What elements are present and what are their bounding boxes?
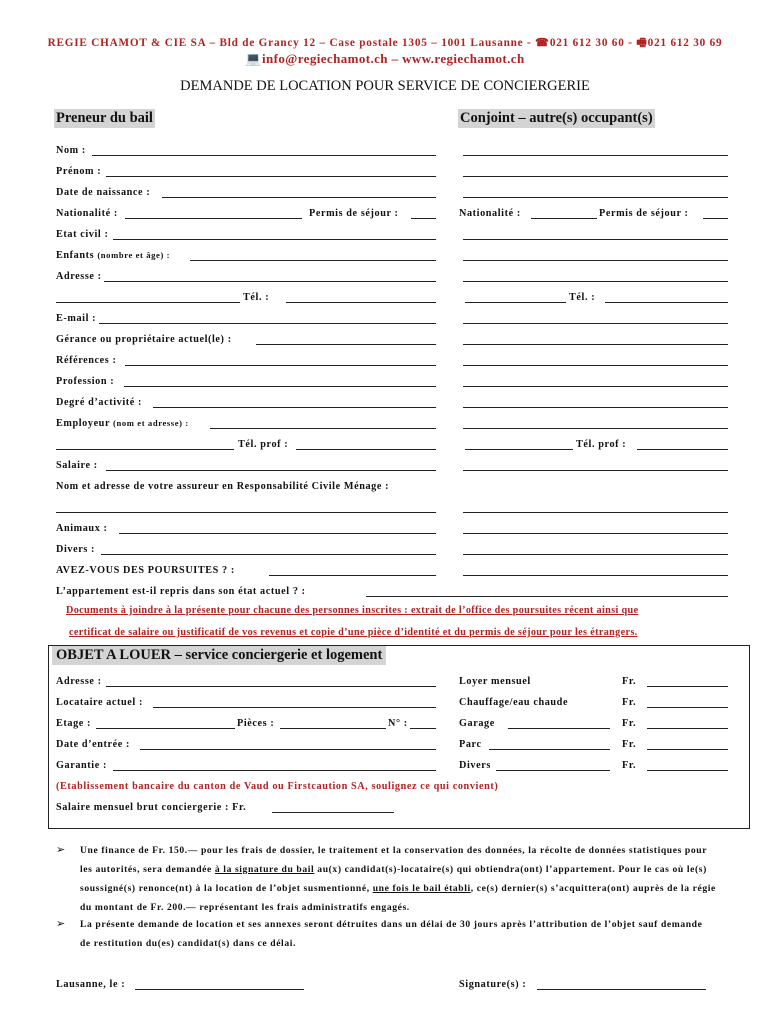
label-date-entree: Date d’entrée : [56, 739, 131, 750]
label-loyer-mensuel: Loyer mensuel [459, 676, 531, 687]
note-1-line-a: Une finance de Fr. 150.— pour les frais de dossier, le traitement et la conservation des données, la récolte de données statistiques pour [80, 845, 708, 856]
form-title: DEMANDE DE LOCATION POUR SERVICE DE CONCIERGERIE [180, 78, 590, 94]
label-nationalite: Nationalité : [56, 208, 118, 219]
label-divers-objet: Divers [459, 760, 491, 771]
field-parc[interactable] [489, 749, 610, 750]
label-salaire: Salaire : [56, 460, 98, 471]
label-permis-conjoint: Permis de séjour : [599, 208, 689, 219]
field-assureur[interactable] [56, 512, 436, 513]
field-animaux[interactable] [119, 533, 436, 534]
field-tel-prof-conjoint[interactable] [637, 449, 728, 450]
field-chauffage[interactable] [647, 707, 728, 708]
label-etage: Etage : [56, 718, 92, 729]
field-references[interactable] [125, 365, 436, 366]
field-email-conjoint[interactable] [463, 323, 728, 324]
field-fr-parc[interactable] [647, 749, 728, 750]
field-gerance[interactable] [256, 344, 436, 345]
label-fr-divers: Fr. [622, 760, 637, 771]
label-fr-garage: Fr. [622, 718, 637, 729]
field-degre-activite-conjoint[interactable] [463, 407, 728, 408]
field-adresse-2[interactable] [56, 302, 240, 303]
label-prenom: Prénom : [56, 166, 102, 177]
field-profession-conjoint[interactable] [463, 386, 728, 387]
field-salaire-brut[interactable] [272, 812, 394, 813]
label-salaire-brut: Salaire mensuel brut conciergerie : Fr. [56, 802, 247, 813]
label-poursuites: AVEZ-VOUS DES POURSUITES ? : [56, 565, 235, 576]
field-objet-adresse[interactable] [106, 686, 436, 687]
field-nationalite-conjoint[interactable] [531, 218, 597, 219]
company-contact-line: 💻info@regiechamot.ch – www.regiechamot.ch [245, 51, 525, 66]
bank-note: (Etablissement bancaire du canton de Vaud ou Firstcaution SA, soulignez ce qui convient) [56, 781, 499, 792]
label-email: E-mail : [56, 313, 97, 324]
documents-warning-line1: Documents à joindre à la présente pour chacune des personnes inscrites : extrait de l’office des poursuites récent ainsi que [66, 605, 639, 616]
field-date-naissance-conjoint[interactable] [463, 197, 728, 198]
field-divers-objet[interactable] [496, 770, 610, 771]
field-etat-civil[interactable] [113, 239, 436, 240]
bullet-arrow-icon: ➢ [56, 843, 66, 856]
note-1-line-d: du montant de Fr. 200.— représentant les frais administratifs engagés. [80, 902, 410, 913]
field-email[interactable] [99, 323, 436, 324]
field-poursuites[interactable] [269, 575, 436, 576]
label-date-naissance: Date de naissance : [56, 187, 151, 198]
field-nom[interactable] [92, 155, 436, 156]
label-fr-parc: Fr. [622, 739, 637, 750]
label-pieces: Pièces : [237, 718, 275, 729]
label-tel-conjoint: Tél. : [569, 292, 596, 303]
label-lieu-date: Lausanne, le : [56, 979, 126, 990]
label-fr-loyer: Fr. [622, 676, 637, 687]
label-employeur: Employeur (nom et adresse) : [56, 418, 189, 429]
label-degre-activite: Degré d’activité : [56, 397, 143, 408]
field-date-naissance[interactable] [162, 197, 436, 198]
field-degre-activite[interactable] [153, 407, 436, 408]
field-adresse[interactable] [104, 281, 436, 282]
field-numero[interactable] [410, 728, 436, 729]
label-adresse: Adresse : [56, 271, 102, 282]
label-nom: Nom : [56, 145, 86, 156]
field-gerance-conjoint[interactable] [463, 344, 728, 345]
label-references: Références : [56, 355, 117, 366]
label-divers: Divers : [56, 544, 96, 555]
field-etage[interactable] [96, 728, 235, 729]
field-fr-divers[interactable] [647, 770, 728, 771]
field-signature[interactable] [537, 989, 706, 990]
field-prenom[interactable] [106, 176, 436, 177]
field-lieu-date[interactable] [135, 989, 304, 990]
field-references-conjoint[interactable] [463, 365, 728, 366]
label-tel-prof-conjoint: Tél. prof : [576, 439, 627, 450]
field-employeur[interactable] [210, 428, 436, 429]
field-permis[interactable] [411, 218, 436, 219]
label-appartement-etat: L’appartement est-il repris dans son état actuel ? : [56, 586, 306, 597]
label-nationalite-conjoint: Nationalité : [459, 208, 521, 219]
field-garage[interactable] [508, 728, 610, 729]
label-permis: Permis de séjour : [309, 208, 399, 219]
label-garantie: Garantie : [56, 760, 107, 771]
label-enfants: Enfants (nombre et âge) : [56, 250, 171, 261]
field-divers[interactable] [101, 554, 436, 555]
label-fr-chauffage: Fr. [622, 697, 637, 708]
note-1-line-c: soussigné(s) renonce(nt) à la location de l’objet susmentionné, une fois le bail établi, ce(s) dernier(s) s’acquittera(ont) auprès de la régie [80, 883, 716, 894]
label-chauffage: Chauffage/eau chaude [459, 697, 569, 708]
field-enfants[interactable] [190, 260, 436, 261]
field-appartement-etat[interactable] [366, 596, 728, 597]
section-conjoint: Conjoint – autre(s) occupant(s) [460, 110, 653, 126]
label-tel: Tél. : [243, 292, 270, 303]
label-gerance: Gérance ou propriétaire actuel(le) : [56, 334, 232, 345]
documents-warning-line2: certificat de salaire ou justificatif de vos revenus et copie d’une pièce d’identité et du permis de séjour pour les étrangers. [69, 627, 638, 638]
field-fr-garage[interactable] [647, 728, 728, 729]
label-profession: Profession : [56, 376, 115, 387]
field-nationalite[interactable] [125, 218, 302, 219]
label-etat-civil: Etat civil : [56, 229, 109, 240]
bullet-arrow-icon: ➢ [56, 917, 66, 930]
field-tel[interactable] [286, 302, 436, 303]
note-1-line-b: les autorités, sera demandée à la signature du bail au(x) candidat(s)-locataire(s) qui obtiendra(ont) l’appartement. Pour le cas où le(s) [80, 864, 707, 875]
section-preneur: Preneur du bail [56, 110, 153, 126]
company-address-line: REGIE CHAMOT & CIE SA – Bld de Grancy 12 – Case postale 1305 – 1001 Lausanne - ☎021 612 30 60 - 🖷021 612 30 69 [47, 37, 723, 49]
field-divers-conjoint[interactable] [463, 554, 728, 555]
field-poursuites-conjoint[interactable] [463, 575, 728, 576]
field-date-entree[interactable] [140, 749, 436, 750]
field-locataire-actuel[interactable] [153, 707, 436, 708]
field-assureur-conjoint[interactable] [463, 512, 728, 513]
field-employeur-2-conjoint[interactable] [465, 449, 573, 450]
label-parc: Parc [459, 739, 482, 750]
field-enfants-conjoint[interactable] [463, 260, 728, 261]
field-permis-conjoint[interactable] [703, 218, 728, 219]
label-signature: Signature(s) : [459, 979, 527, 990]
field-tel-prof[interactable] [296, 449, 436, 450]
field-employeur-2[interactable] [56, 449, 234, 450]
label-assureur: Nom et adresse de votre assureur en Responsabilité Civile Ménage : [56, 481, 390, 492]
field-animaux-conjoint[interactable] [463, 533, 728, 534]
note-2-line-b: de restitution du(es) candidat(s) dans ce délai. [80, 938, 296, 949]
field-garantie[interactable] [113, 770, 436, 771]
field-adresse-2-conjoint[interactable] [465, 302, 566, 303]
objet-a-louer-heading: OBJET A LOUER – service conciergerie et logement [52, 646, 386, 665]
label-locataire-actuel: Locataire actuel : [56, 697, 143, 708]
label-numero: N° : [388, 718, 408, 729]
label-tel-prof: Tél. prof : [238, 439, 289, 450]
field-employeur-conjoint[interactable] [463, 428, 728, 429]
label-objet-adresse: Adresse : [56, 676, 102, 687]
field-loyer-mensuel[interactable] [647, 686, 728, 687]
field-pieces[interactable] [280, 728, 386, 729]
field-prenom-conjoint[interactable] [463, 176, 728, 177]
label-animaux: Animaux : [56, 523, 108, 534]
field-nom-conjoint[interactable] [463, 155, 728, 156]
field-tel-conjoint[interactable] [605, 302, 728, 303]
field-salaire-conjoint[interactable] [463, 470, 728, 471]
note-2-line-a: La présente demande de location et ses annexes seront détruites dans un délai de 30 jours après l’attribution de l’objet sauf demande [80, 919, 703, 930]
field-etat-civil-conjoint[interactable] [463, 239, 728, 240]
label-garage: Garage [459, 718, 495, 729]
field-profession[interactable] [124, 386, 436, 387]
field-adresse-conjoint[interactable] [463, 281, 728, 282]
field-salaire[interactable] [106, 470, 436, 471]
